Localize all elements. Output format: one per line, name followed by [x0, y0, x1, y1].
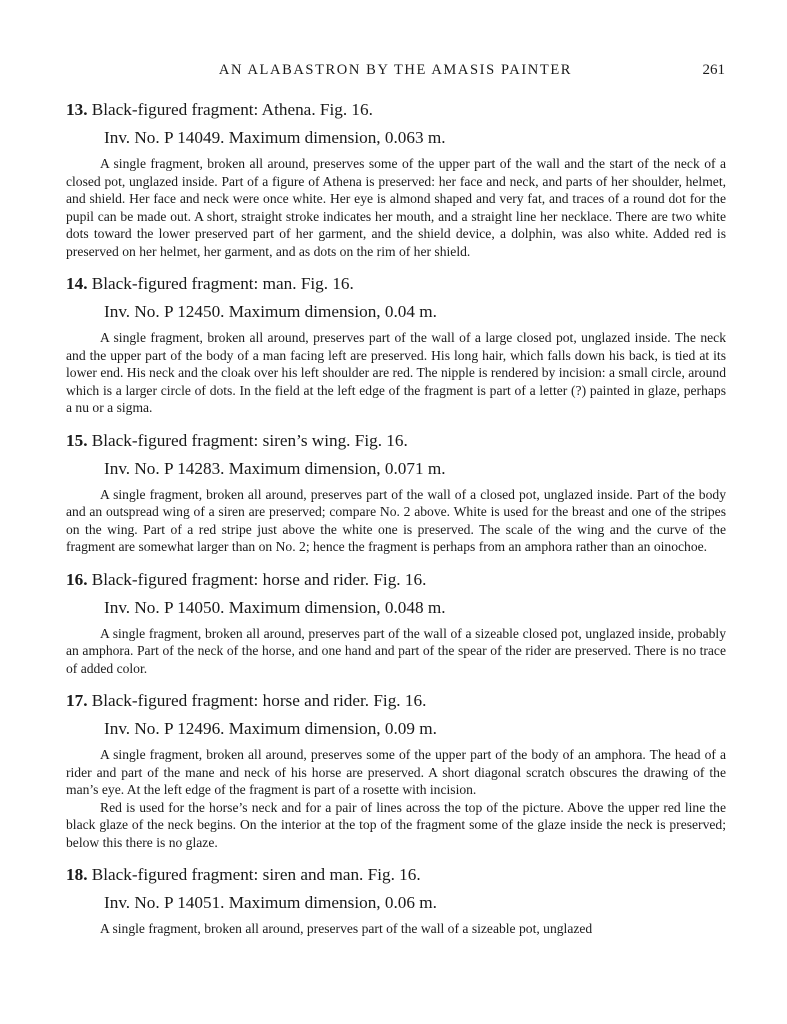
entry-number: 15. — [66, 430, 88, 450]
catalogue-entries — [66, 98, 726, 950]
entry-number: 16. — [66, 569, 88, 589]
catalogue-entry — [66, 98, 726, 260]
entry-number: 18. — [66, 865, 88, 884]
entry-paragraph: A single fragment, broken all around, preserves part of the wall of a closed pot, unglazed inside. Part of the body and an outspread wing of a siren are preserved; compare No. 2 above. White is used for the breast and one of the stripes on the wing. Part of a red stripe just above the white one is preserved. The scale of the wing and the curve of the fragment are somewhat larger than on No. 2; hence the fragment is perhaps from an amphora rather than an oinochoe. — [66, 486, 726, 554]
entry-heading — [66, 863, 726, 886]
entry-inventory: Inv. No. P 12450. Maximum dimension, 0.04 m. — [104, 302, 437, 321]
running-head — [66, 62, 725, 84]
entry-heading — [66, 272, 726, 295]
entry-title: Black-figured fragment: man. Fig. 16. — [91, 274, 354, 293]
entry-inventory: Inv. No. P 14049. Maximum dimension, 0.063 m. — [104, 128, 446, 147]
catalogue-entry — [66, 272, 726, 417]
catalogue-entry — [66, 568, 726, 678]
entry-inventory: Inv. No. P 12496. Maximum dimension, 0.09 m. — [104, 719, 437, 738]
entry-paragraph: Red is used for the horse’s neck and for a pair of lines across the top of the picture. Above the upper red line the black glaze of the neck begins. On the interior at the top of the fragment some of the glaze inside the neck is preserved; below this there is no glaze. — [66, 799, 726, 850]
entry-title: Black-figured fragment: horse and rider. Fig. 16. — [91, 569, 427, 589]
catalogue-entry — [66, 689, 726, 851]
entry-paragraph: A single fragment, broken all around, preserves some of the upper part of the wall and the start of the neck of a closed pot, unglazed inside. Part of a figure of Athena is preserved: her face and neck, and parts of her shoulder, helmet, and shield. Her face and neck were once white. Her eye is almond shaped and very fat, and traces of a round dot for the pupil can be made out. A short, straight stroke indicates her mouth, and a straight line her necklace. There are two white dots toward the lower preserved part of her garment, and the shield device, a dolphin, was also white. Added red is preserved on her helmet, her garment, and as dots on the rim of her shield. — [66, 156, 726, 259]
entry-inventory: Inv. No. P 14283. Maximum dimension, 0.071 m. — [104, 458, 446, 478]
page-number: 261 — [702, 62, 725, 78]
running-title: AN ALABASTRON BY THE AMASIS PAINTER — [218, 62, 573, 78]
entry-heading — [66, 689, 726, 712]
entry-heading — [66, 98, 726, 121]
entry-paragraph: A single fragment, broken all around, preserves part of the wall of a sizeable pot, unglazed — [100, 921, 593, 936]
entry-title: Black-figured fragment: Athena. Fig. 16. — [91, 100, 373, 119]
entry-title: Black-figured fragment: siren’s wing. Fig. 16. — [91, 430, 408, 450]
entry-title: Black-figured fragment: siren and man. Fig. 16. — [91, 865, 421, 884]
entry-paragraph: A single fragment, broken all around, preserves part of the wall of a sizeable closed pot, unglazed inside, probably an amphora. Part of the neck of the horse, and one hand and part of the spear of the rider are preserved. There is no trace of added color. — [66, 625, 726, 676]
entry-heading — [66, 429, 726, 452]
entry-inventory: Inv. No. P 14051. Maximum dimension, 0.06 m. — [104, 893, 437, 912]
entry-number: 13. — [66, 100, 88, 119]
entry-inventory: Inv. No. P 14050. Maximum dimension, 0.048 m. — [104, 597, 446, 617]
catalogue-entry — [66, 863, 726, 938]
entry-number: 14. — [66, 274, 88, 293]
catalogue-entry — [66, 429, 726, 556]
entry-title: Black-figured fragment: horse and rider. Fig. 16. — [91, 691, 427, 710]
entry-paragraph: A single fragment, broken all around, preserves some of the upper part of the body of an amphora. The head of a rider and part of the mane and neck of his horse are preserved. A short diagonal scratch obscures the drawing of the man’s eye. At the left edge of the fragment is part of a rosette with incision. — [66, 747, 726, 797]
entry-number: 17. — [66, 691, 88, 710]
entry-paragraph: A single fragment, broken all around, preserves part of the wall of a large closed pot, unglazed inside. The neck and the upper part of the body of a man facing left are preserved. His long hair, which falls down his back, is tied at its lower end. His neck and the cloak over his left shoulder are red. The nipple is rendered by incision: a small circle, around which is a larger circle of dots. In the field at the left edge of the fragment is part of a letter (?) painted in glaze, perhaps a nu or a sigma. — [66, 330, 726, 415]
entry-heading — [66, 568, 726, 591]
